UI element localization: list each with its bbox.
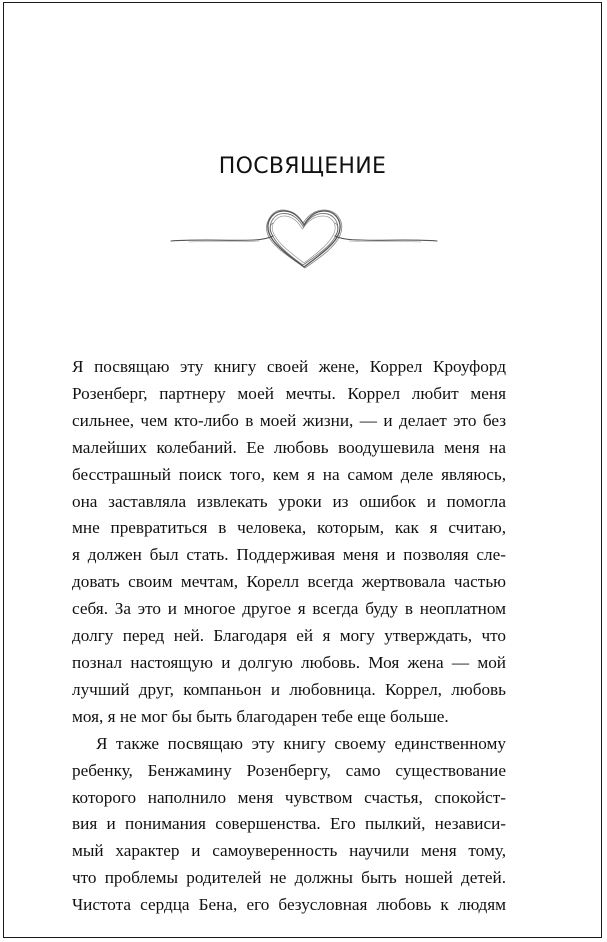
dedication-text [72, 354, 506, 919]
text-line: она заставляла извлекать уроки из ошибок и помогла [72, 491, 506, 511]
text-line: познал настоящую и долгую любовь. Моя жена — мой [72, 652, 506, 672]
text-line: моя, я не мог бы быть благодарен тебе еще больше. [72, 706, 449, 726]
text-line: что проблемы родителей не должны быть ношей детей. [72, 868, 506, 888]
text-line: Я посвящаю эту книгу своей жене, Коррел Кроуфорд [72, 357, 506, 376]
paragraph-2 [72, 731, 506, 919]
text-line: сильнее, чем кто-либо в моей жизни, — и делает это без [72, 410, 506, 430]
text-line: довать своим мечтам, Корелл всегда жертвовала частью [72, 572, 506, 592]
text-line: долгу перед ней. Благодаря ей я могу утверждать, что [72, 626, 506, 646]
text-line: ребенку, Бенжамину Розенбергу, само существование [72, 760, 506, 780]
book-page [3, 2, 602, 938]
text-line: лучший друг, компаньон и любовница. Коррел, любовь [72, 679, 506, 699]
page-title: ПОСВЯЩЕНИЕ [218, 154, 387, 179]
text-line: себя. За это и многое другое я всегда буду в неоплатном [72, 599, 506, 619]
text-line: Я также посвящаю эту книгу своему единственному [96, 733, 506, 753]
text-line: которого наполнило меня чувством счастья, спокойст- [72, 787, 506, 807]
text-line: Розенберг, партнеру моей мечты. Коррел любит меня [72, 383, 506, 403]
text-line: мне превратиться в человека, которым, как я считаю, [72, 518, 506, 538]
text-line: бесстрашный поиск того, кем я на самом деле являюсь, [72, 464, 506, 484]
text-line: я должен был стать. Поддерживая меня и позволяя сле- [72, 545, 506, 565]
heart-icon [169, 201, 439, 273]
text-line: вия и понимания совершенства. Его пылкий, независи- [72, 814, 506, 834]
paragraph-1 [72, 354, 506, 731]
text-line: мый характер и самоуверенность научили меня тому, [72, 841, 506, 861]
text-line: Чистота сердца Бена, его безусловная любовь к людям [72, 895, 506, 915]
text-line: малейших колебаний. Ее любовь воодушевила меня на [72, 437, 506, 457]
